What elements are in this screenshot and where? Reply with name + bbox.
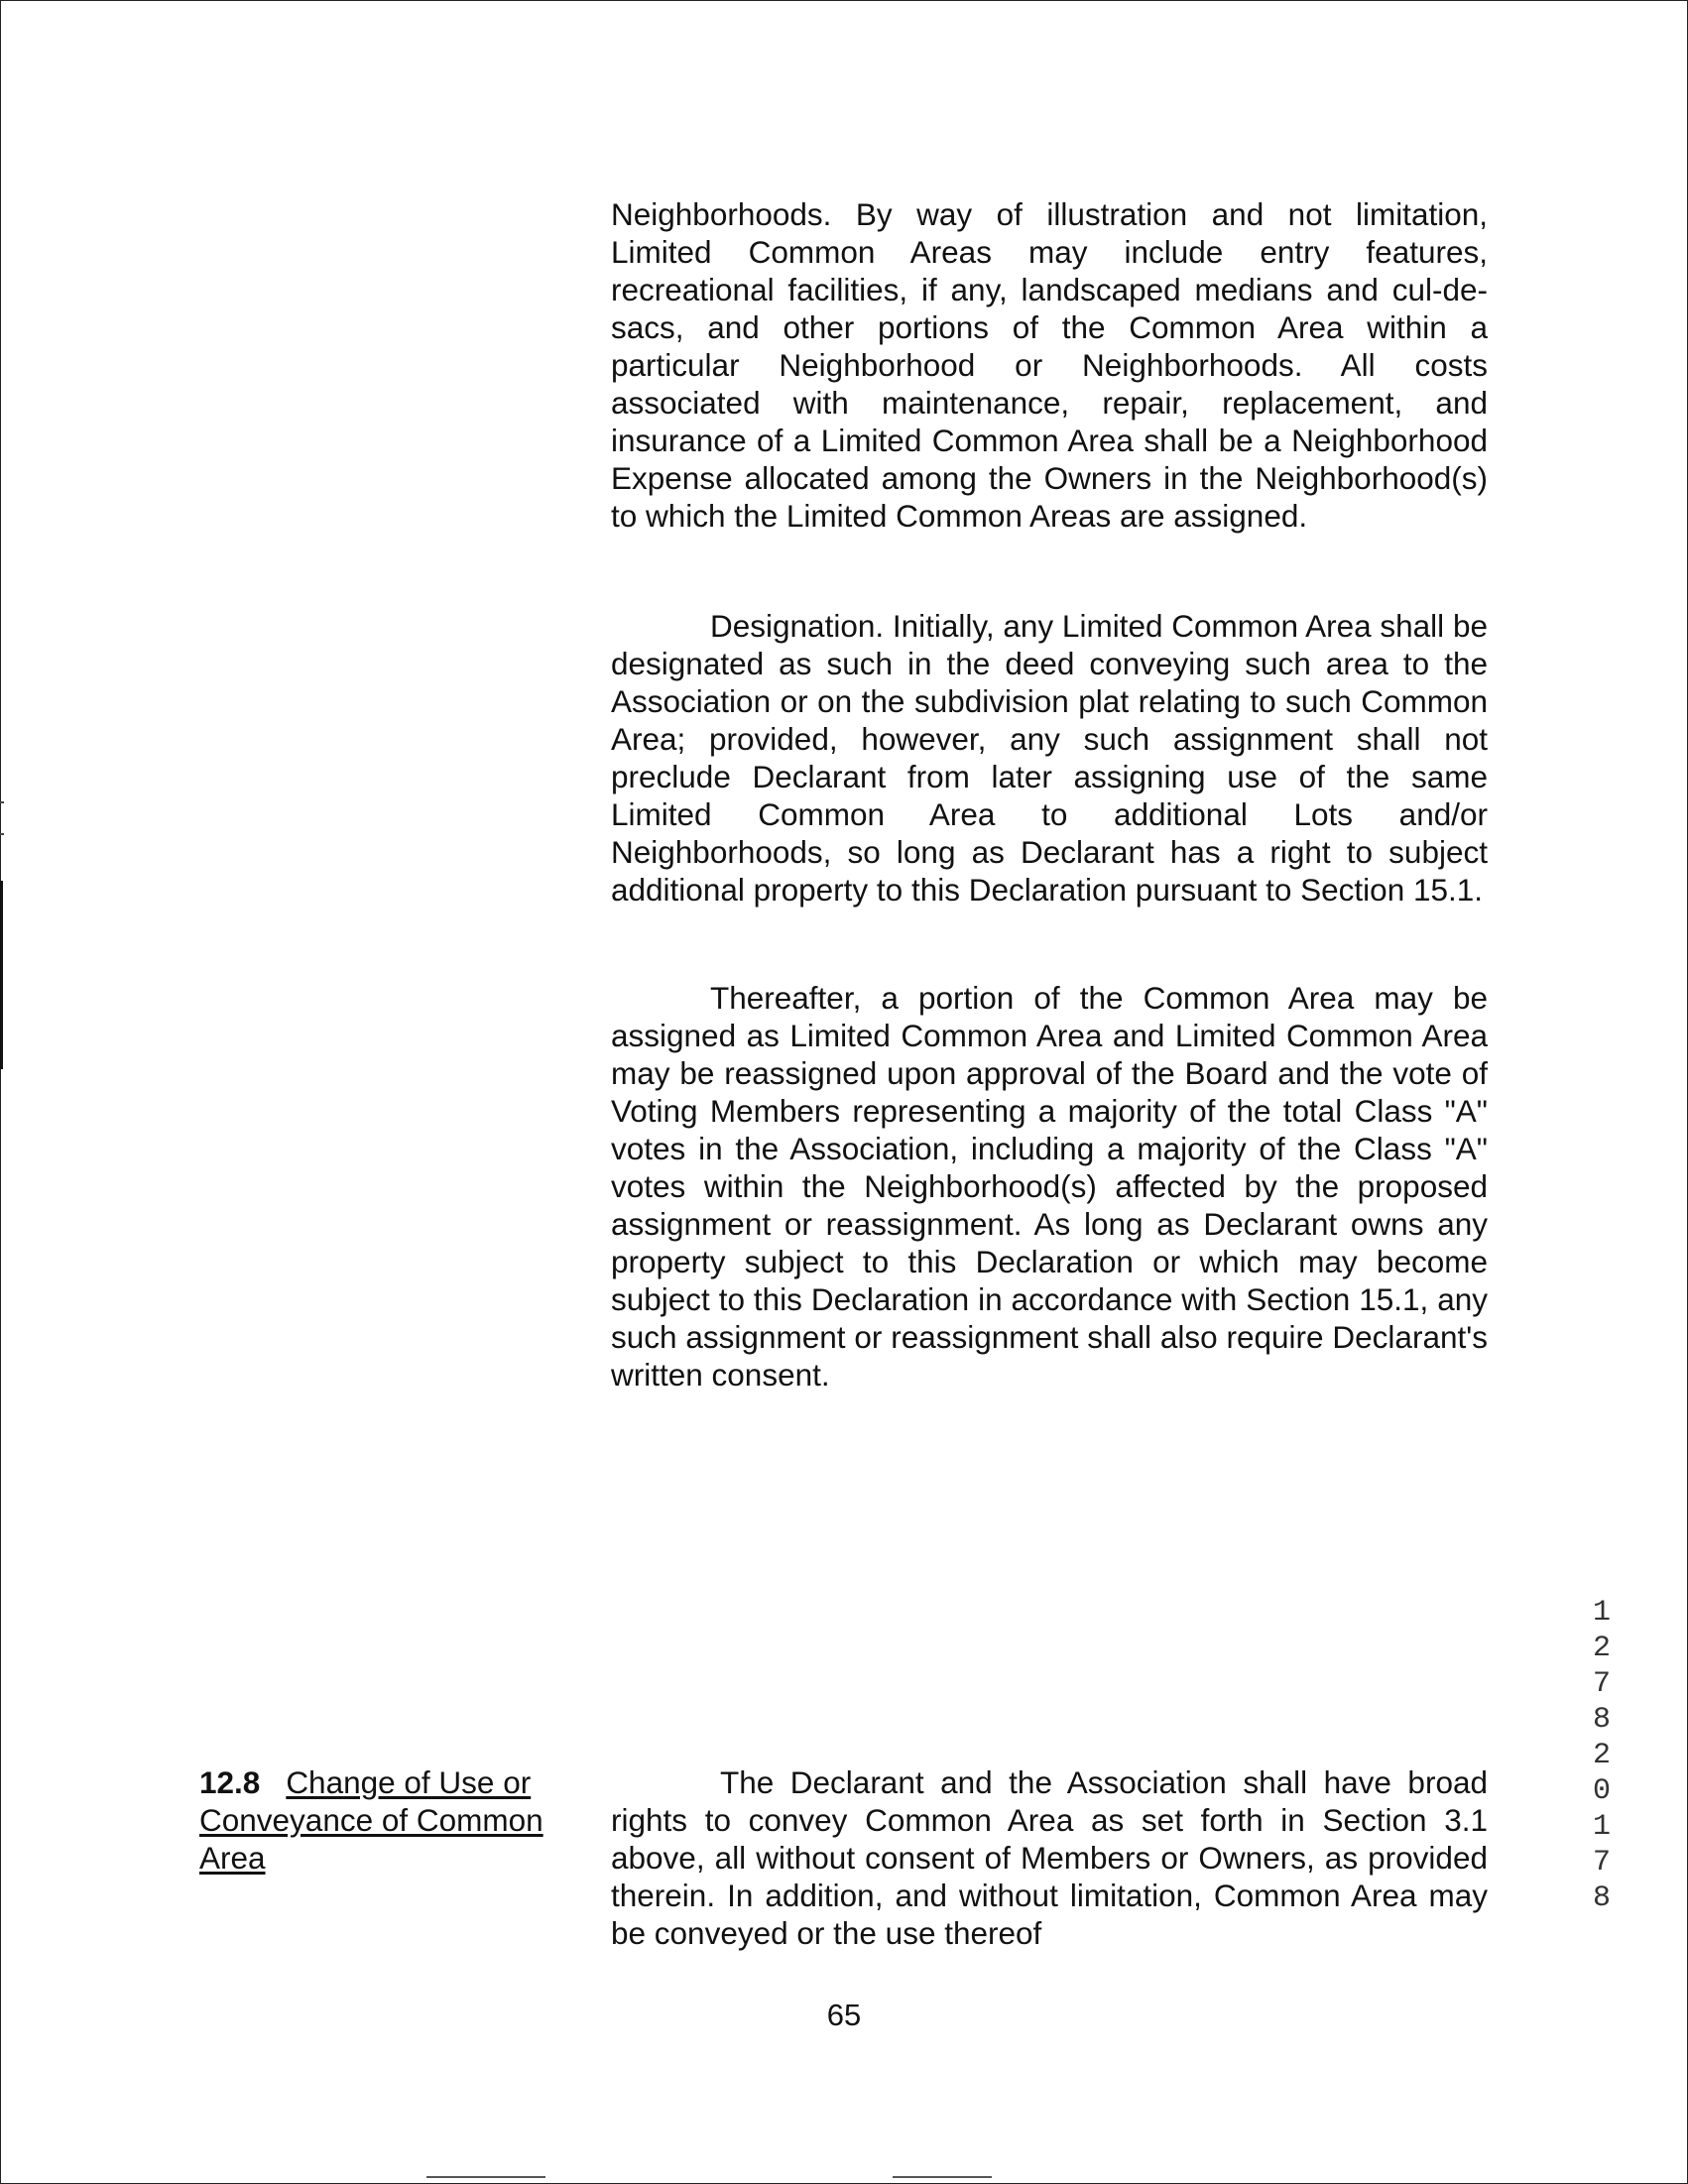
paragraph-limited-common-areas xyxy=(611,195,1488,535)
scan-rule xyxy=(893,2176,992,2178)
paragraph-text: Neighborhoods. By way of illustration and not limitation, Limited Common Areas may include entry features, recreational facilities, if any, landscaped medians and cul-de-sacs, and other portions of the Common Area within a particular Neighborhood or Neighborhoods. All costs associated with maintenance, repair, replacement, and insurance of a Limited Common Area shall be a Neighborhood Expense allocated among the Owners in the Neighborhood(s) to which the Limited Common Areas are assigned. xyxy=(611,196,1488,534)
section-heading xyxy=(199,1763,576,1877)
paragraph-reassignment xyxy=(611,979,1488,1394)
paragraph-conveyance xyxy=(611,1763,1488,1952)
scan-margin-mark xyxy=(0,881,3,1069)
section-title: Change of Use or Conveyance of Common Area xyxy=(199,1764,543,1876)
scan-tick xyxy=(0,801,4,803)
paragraph-designation xyxy=(611,607,1488,909)
section-number: 12.8 xyxy=(199,1764,261,1800)
scan-rule xyxy=(426,2176,545,2178)
paragraph-text: Thereafter, a portion of the Common Area may be assigned as Limited Common Area and Limited Common Area may be reassigned upon approval of the Board and the vote of Voting Members representing a majority of the total Class "A" votes in the Association, including a majority of the Class "A" votes within the Neighborhood(s) affected by the proposed assignment or reassignment. As long as Declarant owns any property subject to this Declaration or which may become subject to this Declaration in accordance with Section 15.1, any such assignment or reassignment shall also require Declarant's written consent. xyxy=(611,980,1488,1393)
page-number: 65 xyxy=(826,1998,862,2032)
paragraph-text: The Declarant and the Association shall have broad rights to convey Common Area as set forth in Section 3.1 above, all without consent of Members or Owners, as provided therein. In addition, and without limitation, Common Area may be conveyed or the use thereof xyxy=(611,1764,1488,1951)
recording-stamp: 12782 0178 xyxy=(1592,1596,1611,1915)
paragraph-text: Designation. Initially, any Limited Common Area shall be designated as such in the deed conveying such area to the Association or on the subdivision plat relating to such Common Area; provided, however, any such assignment shall not preclude Declarant from later assigning use of the same Limited Common Area to additional Lots and/or Neighborhoods, so long as Declarant has a right to subject additional property to this Declaration pursuant to Section 15.1. xyxy=(611,608,1488,908)
scan-tick xyxy=(0,833,4,835)
